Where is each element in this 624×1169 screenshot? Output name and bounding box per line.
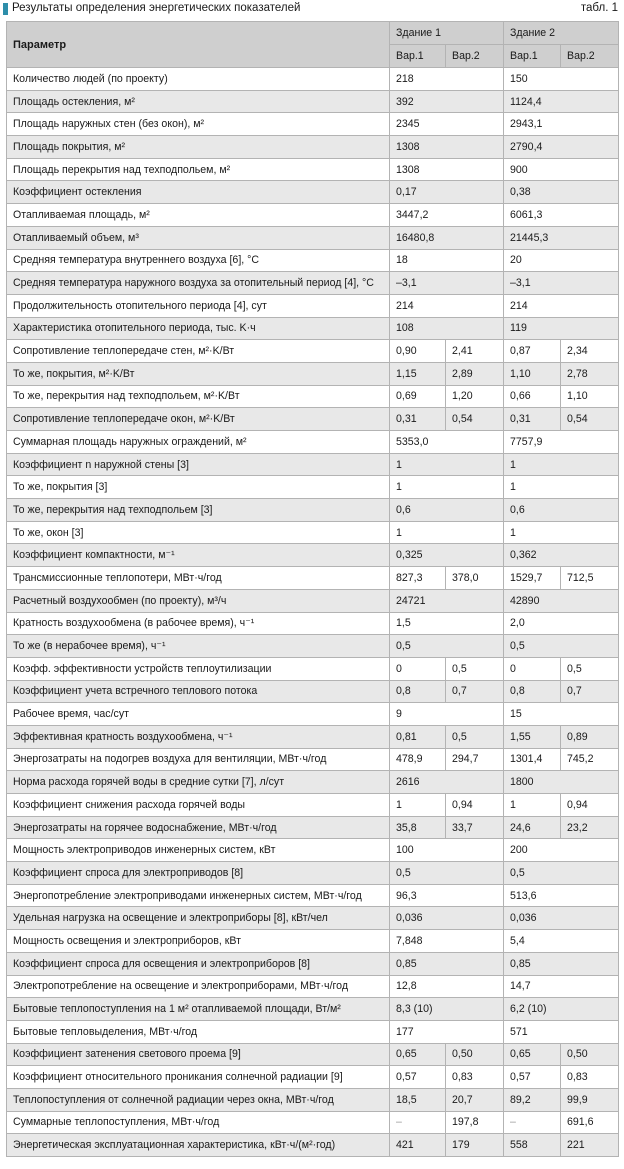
cell-value: 1308: [390, 158, 504, 181]
cell-value: 24,6: [504, 816, 561, 839]
table-row: [7, 272, 619, 295]
row-label: Бытовые теплопоступления на 1 м² отапливаемой площади, Вт/м²: [7, 998, 390, 1021]
cell-value: 0,8: [390, 680, 446, 703]
table-row: [7, 249, 619, 272]
row-label: Мощность электроприводов инженерных систем, кВт: [7, 839, 390, 862]
cell-value: 2345: [390, 113, 504, 136]
table-row: [7, 612, 619, 635]
cell-value: 0,83: [561, 1066, 619, 1089]
cell-value: 0,38: [504, 181, 619, 204]
cell-value: 421: [390, 1134, 446, 1157]
cell-value: 33,7: [446, 816, 504, 839]
cell-value: 378,0: [446, 567, 504, 590]
cell-value: 0,17: [390, 181, 504, 204]
row-label: Энергозатраты на горячее водоснабжение, МВт·ч/год: [7, 816, 390, 839]
cell-value: 0,94: [561, 794, 619, 817]
cell-value: 0,83: [446, 1066, 504, 1089]
cell-value: –: [390, 1111, 446, 1134]
cell-value: 0,5: [446, 725, 504, 748]
cell-value: 179: [446, 1134, 504, 1157]
cell-value: 2,78: [561, 362, 619, 385]
cell-value: 0,85: [504, 952, 619, 975]
table-row: [7, 431, 619, 454]
table-row: [7, 589, 619, 612]
column-header-building-2: Здание 2: [504, 22, 619, 45]
cell-value: 392: [390, 90, 504, 113]
table-row: [7, 1043, 619, 1066]
row-label: Сопротивление теплопередаче стен, м²·K/Вт: [7, 340, 390, 363]
cell-value: 9: [390, 703, 504, 726]
cell-value: –3,1: [390, 272, 504, 295]
table-row: [7, 1066, 619, 1089]
table-title: [3, 1, 300, 16]
row-label: Коэффициент спроса для электроприводов [8]: [7, 862, 390, 885]
cell-value: –: [504, 1111, 561, 1134]
cell-value: 0,362: [504, 544, 619, 567]
cell-value: 8,3 (10): [390, 998, 504, 1021]
cell-value: 2,34: [561, 340, 619, 363]
cell-value: 35,8: [390, 816, 446, 839]
table-row: [7, 136, 619, 159]
cell-value: 1,20: [446, 385, 504, 408]
cell-value: 0,54: [561, 408, 619, 431]
cell-value: 6061,3: [504, 204, 619, 227]
cell-value: 2790,4: [504, 136, 619, 159]
table-row: [7, 1111, 619, 1134]
table-row: [7, 680, 619, 703]
row-label: Энергопотребление электроприводами инженерных систем, МВт·ч/год: [7, 884, 390, 907]
row-label: Отапливаемая площадь, м²: [7, 204, 390, 227]
cell-value: 18,5: [390, 1088, 446, 1111]
cell-value: 2943,1: [504, 113, 619, 136]
cell-value: 0,7: [446, 680, 504, 703]
row-label: Суммарная площадь наружных ограждений, м²: [7, 431, 390, 454]
table-row: [7, 90, 619, 113]
cell-value: 0,31: [504, 408, 561, 431]
cell-value: 24721: [390, 589, 504, 612]
cell-value: 0,5: [390, 635, 504, 658]
cell-value: 0,89: [561, 725, 619, 748]
table-row: [7, 408, 619, 431]
cell-value: 571: [504, 1020, 619, 1043]
table-row: [7, 657, 619, 680]
table-row: [7, 930, 619, 953]
cell-value: 5,4: [504, 930, 619, 953]
cell-value: 3447,2: [390, 204, 504, 227]
table-title-text: Результаты определения энергетических показателей: [12, 2, 301, 14]
cell-value: 827,3: [390, 567, 446, 590]
row-label: Отапливаемый объем, м³: [7, 226, 390, 249]
cell-value: 0: [504, 657, 561, 680]
cell-value: 0,87: [504, 340, 561, 363]
cell-value: 0,6: [504, 499, 619, 522]
table-row: [7, 385, 619, 408]
table-row: [7, 204, 619, 227]
table-caption: [0, 0, 624, 19]
cell-value: 478,9: [390, 748, 446, 771]
table-row: [7, 952, 619, 975]
table-row: [7, 521, 619, 544]
column-header-b2-var2: Вар.2: [561, 45, 619, 68]
table-row: [7, 294, 619, 317]
row-label: Рабочее время, час/сут: [7, 703, 390, 726]
row-label: Коэффициент относительного проникания солнечной радиации [9]: [7, 1066, 390, 1089]
cell-value: 18: [390, 249, 504, 272]
cell-value: 1308: [390, 136, 504, 159]
table-row: [7, 839, 619, 862]
row-label: Сопротивление теплопередаче окон, м²·K/Вт: [7, 408, 390, 431]
row-label: Расчетный воздухообмен (по проекту), м³/ч: [7, 589, 390, 612]
table-body: [7, 68, 619, 1157]
cell-value: 0,57: [504, 1066, 561, 1089]
cell-value: 0,5: [390, 862, 504, 885]
row-label: Площадь покрытия, м²: [7, 136, 390, 159]
column-header-building-1: Здание 1: [390, 22, 504, 45]
table-row: [7, 362, 619, 385]
cell-value: 119: [504, 317, 619, 340]
row-label: То же, перекрытия над техподпольем, м²·K/Вт: [7, 385, 390, 408]
cell-value: 1,10: [561, 385, 619, 408]
row-label: Количество людей (по проекту): [7, 68, 390, 91]
column-header-b1-var2: Вар.2: [446, 45, 504, 68]
row-label: Норма расхода горячей воды в средние сутки [7], л/сут: [7, 771, 390, 794]
row-label: Коэфф. эффективности устройств теплоутилизации: [7, 657, 390, 680]
cell-value: 7,848: [390, 930, 504, 953]
cell-value: 0,5: [504, 862, 619, 885]
cell-value: –3,1: [504, 272, 619, 295]
cell-value: 150: [504, 68, 619, 91]
row-label: Средняя температура внутреннего воздуха [6], °С: [7, 249, 390, 272]
cell-value: 2616: [390, 771, 504, 794]
table-row: [7, 1134, 619, 1157]
cell-value: 20,7: [446, 1088, 504, 1111]
cell-value: 6,2 (10): [504, 998, 619, 1021]
cell-value: 0,54: [446, 408, 504, 431]
cell-value: 0,57: [390, 1066, 446, 1089]
cell-value: 42890: [504, 589, 619, 612]
row-label: Мощность освещения и электроприборов, кВт: [7, 930, 390, 953]
cell-value: 0,5: [561, 657, 619, 680]
cell-value: 558: [504, 1134, 561, 1157]
cell-value: 99,9: [561, 1088, 619, 1111]
cell-value: 2,0: [504, 612, 619, 635]
row-label: Средняя температура наружного воздуха за отопительный период [4], °С: [7, 272, 390, 295]
table-row: [7, 725, 619, 748]
cell-value: 513,6: [504, 884, 619, 907]
cell-value: 0,5: [446, 657, 504, 680]
cell-value: 7757,9: [504, 431, 619, 454]
cell-value: 1,55: [504, 725, 561, 748]
table-row: [7, 181, 619, 204]
row-label: Коэффициент n наружной стены [3]: [7, 453, 390, 476]
column-header-b2-var1: Вар.1: [504, 45, 561, 68]
cell-value: 0,90: [390, 340, 446, 363]
cell-value: 0,7: [561, 680, 619, 703]
cell-value: 16480,8: [390, 226, 504, 249]
cell-value: 0,66: [504, 385, 561, 408]
column-header-param: Параметр: [7, 22, 390, 68]
row-label: Коэффициент компактности, м⁻¹: [7, 544, 390, 567]
table-row: [7, 816, 619, 839]
cell-value: 96,3: [390, 884, 504, 907]
cell-value: 900: [504, 158, 619, 181]
cell-value: 0,31: [390, 408, 446, 431]
cell-value: 218: [390, 68, 504, 91]
cell-value: 1,15: [390, 362, 446, 385]
cell-value: 1: [390, 453, 504, 476]
cell-value: 5353,0: [390, 431, 504, 454]
cell-value: 0,8: [504, 680, 561, 703]
table-row: [7, 158, 619, 181]
cell-value: 1301,4: [504, 748, 561, 771]
table-row: [7, 499, 619, 522]
cell-value: 20: [504, 249, 619, 272]
cell-value: 1529,7: [504, 567, 561, 590]
cell-value: 0: [390, 657, 446, 680]
cell-value: 0,036: [504, 907, 619, 930]
row-label: То же, покрытия, м²·K/Вт: [7, 362, 390, 385]
cell-value: 0,50: [561, 1043, 619, 1066]
row-label: То же (в нерабочее время), ч⁻¹: [7, 635, 390, 658]
cell-value: 214: [390, 294, 504, 317]
table-row: [7, 703, 619, 726]
cell-value: 1800: [504, 771, 619, 794]
row-label: Трансмиссионные теплопотери, МВт·ч/год: [7, 567, 390, 590]
row-label: Коэффициент спроса для освещения и электроприборов [8]: [7, 952, 390, 975]
cell-value: 14,7: [504, 975, 619, 998]
row-label: Продолжительность отопительного периода [4], сут: [7, 294, 390, 317]
cell-value: 691,6: [561, 1111, 619, 1134]
cell-value: 23,2: [561, 816, 619, 839]
cell-value: 2,89: [446, 362, 504, 385]
table-row: [7, 340, 619, 363]
row-label: Площадь перекрытия над техподпольем, м²: [7, 158, 390, 181]
column-header-b1-var1: Вар.1: [390, 45, 446, 68]
row-label: Площадь остекления, м²: [7, 90, 390, 113]
cell-value: 745,2: [561, 748, 619, 771]
energy-indicators-table: [6, 21, 619, 1157]
table-row: [7, 907, 619, 930]
cell-value: 89,2: [504, 1088, 561, 1111]
cell-value: 100: [390, 839, 504, 862]
cell-value: 1: [390, 521, 504, 544]
cell-value: 0,94: [446, 794, 504, 817]
row-label: Теплопоступления от солнечной радиации через окна, МВт·ч/год: [7, 1088, 390, 1111]
cell-value: 0,69: [390, 385, 446, 408]
table-row: [7, 1020, 619, 1043]
table-row: [7, 884, 619, 907]
title-marker: [3, 3, 8, 15]
table-row: [7, 113, 619, 136]
row-label: То же, покрытия [3]: [7, 476, 390, 499]
cell-value: 177: [390, 1020, 504, 1043]
cell-value: 1,10: [504, 362, 561, 385]
table-row: [7, 453, 619, 476]
row-label: То же, перекрытия над техподпольем [3]: [7, 499, 390, 522]
row-label: Площадь наружных стен (без окон), м²: [7, 113, 390, 136]
row-label: Характеристика отопительного периода, тыс. K·ч: [7, 317, 390, 340]
cell-value: 0,85: [390, 952, 504, 975]
table-row: [7, 226, 619, 249]
cell-value: 2,41: [446, 340, 504, 363]
table-number: табл. 1: [580, 2, 618, 14]
row-label: Коэффициент снижения расхода горячей воды: [7, 794, 390, 817]
cell-value: 1: [390, 794, 446, 817]
cell-value: 0,50: [446, 1043, 504, 1066]
row-label: Энергетическая эксплуатационная характеристика, кВт·ч/(м²·год): [7, 1134, 390, 1157]
cell-value: 108: [390, 317, 504, 340]
cell-value: 12,8: [390, 975, 504, 998]
row-label: Кратность воздухообмена (в рабочее время), ч⁻¹: [7, 612, 390, 635]
cell-value: 0,5: [504, 635, 619, 658]
table-row: [7, 567, 619, 590]
cell-value: 0,65: [390, 1043, 446, 1066]
cell-value: 294,7: [446, 748, 504, 771]
row-label: То же, окон [3]: [7, 521, 390, 544]
table-row: [7, 975, 619, 998]
cell-value: 712,5: [561, 567, 619, 590]
row-label: Энергозатраты на подогрев воздуха для вентиляции, МВт·ч/год: [7, 748, 390, 771]
row-label: Коэффициент остекления: [7, 181, 390, 204]
cell-value: 21445,3: [504, 226, 619, 249]
row-label: Коэффициент учета встречного теплового потока: [7, 680, 390, 703]
cell-value: 1: [504, 453, 619, 476]
table-row: [7, 476, 619, 499]
table-row: [7, 998, 619, 1021]
cell-value: 1124,4: [504, 90, 619, 113]
table-row: [7, 1088, 619, 1111]
cell-value: 214: [504, 294, 619, 317]
table-row: [7, 794, 619, 817]
cell-value: 200: [504, 839, 619, 862]
row-label: Коэффициент затенения светового проема [9]: [7, 1043, 390, 1066]
table-row: [7, 544, 619, 567]
cell-value: 15: [504, 703, 619, 726]
cell-value: 0,6: [390, 499, 504, 522]
cell-value: 0,81: [390, 725, 446, 748]
row-label: Суммарные теплопоступления, МВт·ч/год: [7, 1111, 390, 1134]
cell-value: 221: [561, 1134, 619, 1157]
table-row: [7, 68, 619, 91]
cell-value: 1: [504, 794, 561, 817]
table-row: [7, 862, 619, 885]
table-row: [7, 771, 619, 794]
table-row: [7, 317, 619, 340]
cell-value: 1,5: [390, 612, 504, 635]
table-row: [7, 748, 619, 771]
row-label: Электропотребление на освещение и электроприборами, МВт·ч/год: [7, 975, 390, 998]
cell-value: 0,036: [390, 907, 504, 930]
row-label: Бытовые тепловыделения, МВт·ч/год: [7, 1020, 390, 1043]
cell-value: 1: [390, 476, 504, 499]
cell-value: 1: [504, 521, 619, 544]
cell-value: 0,65: [504, 1043, 561, 1066]
row-label: Эффективная кратность воздухообмена, ч⁻¹: [7, 725, 390, 748]
cell-value: 0,325: [390, 544, 504, 567]
row-label: Удельная нагрузка на освещение и электроприборы [8], кВт/чел: [7, 907, 390, 930]
table-row: [7, 635, 619, 658]
cell-value: 197,8: [446, 1111, 504, 1134]
cell-value: 1: [504, 476, 619, 499]
